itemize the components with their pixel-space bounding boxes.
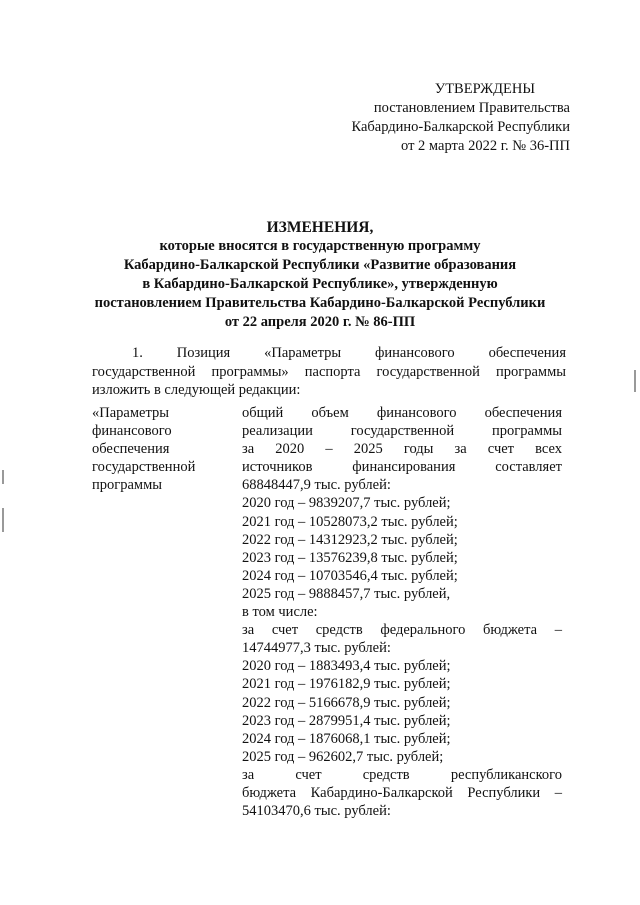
approval-line: Кабардино-Балкарской Республики bbox=[351, 119, 570, 135]
parameter-label-line: программы bbox=[92, 477, 162, 493]
scan-mark-left bbox=[2, 470, 4, 484]
approval-date: от 2 марта 2022 г. № 36-ПП bbox=[401, 138, 570, 154]
title-line: постановлением Правительства Кабардино-Балкарской Республики bbox=[94, 295, 546, 311]
parameter-label bbox=[92, 404, 222, 494]
parameter-label-line: государственной bbox=[92, 459, 196, 475]
federal-year-row: 2022 год – 5166678,9 тыс. рублей; bbox=[242, 694, 451, 711]
including-label: в том числе: bbox=[242, 604, 318, 621]
total-line: за 2020 – 2025 годы за счет всех bbox=[242, 441, 562, 458]
intro-line: государственной программы» паспорта государственной программы bbox=[92, 363, 566, 380]
federal-year-row: 2024 год – 1876068,1 тыс. рублей; bbox=[242, 730, 451, 747]
intro-line: изложить в следующей редакции: bbox=[92, 382, 301, 398]
title-line: от 22 апреля 2020 г. № 86-ПП bbox=[224, 314, 416, 330]
total-year-row: 2024 год – 10703546,4 тыс. рублей; bbox=[242, 567, 458, 584]
total-year-row: 2022 год – 14312923,2 тыс. рублей; bbox=[242, 531, 458, 548]
scan-mark-right bbox=[634, 370, 636, 392]
total-year-row: 2023 год – 13576239,8 тыс. рублей; bbox=[242, 549, 458, 566]
federal-year-row: 2020 год – 1883493,4 тыс. рублей; bbox=[242, 658, 451, 675]
total-line: общий объем финансового обеспечения bbox=[242, 405, 562, 421]
intro-paragraph bbox=[92, 344, 566, 400]
document-title bbox=[50, 218, 590, 332]
federal-year-row: 2023 год – 2879951,4 тыс. рублей; bbox=[242, 712, 451, 729]
federal-line: за счет средств федерального бюджета – bbox=[242, 622, 562, 639]
approval-line: постановлением Правительства bbox=[373, 100, 570, 116]
title-heading: ИЗМЕНЕНИЯ, bbox=[266, 219, 374, 236]
parameter-value bbox=[242, 404, 562, 820]
total-amount: 68848447,9 тыс. рублей: bbox=[242, 477, 391, 494]
republic-line: бюджета Кабардино-Балкарской Республики – bbox=[242, 784, 562, 801]
total-line: источников финансирования составляет bbox=[242, 459, 562, 476]
federal-amount: 14744977,3 тыс. рублей: bbox=[242, 640, 391, 657]
federal-year-row: 2021 год – 1976182,9 тыс. рублей; bbox=[242, 676, 451, 693]
title-line: в Кабардино-Балкарской Республике», утвержденную bbox=[142, 276, 498, 292]
scan-mark-left bbox=[2, 508, 4, 532]
total-year-row: 2021 год – 10528073,2 тыс. рублей; bbox=[242, 513, 458, 530]
total-year-row: 2025 год – 9888457,7 тыс. рублей, bbox=[242, 585, 451, 602]
total-line: реализации государственной программы bbox=[242, 423, 562, 440]
republic-line: за счет средств республиканского bbox=[242, 766, 562, 783]
title-line: которые вносятся в государственную программу bbox=[159, 238, 481, 254]
republic-amount: 54103470,6 тыс. рублей: bbox=[242, 803, 391, 820]
parameter-label-line: обеспечения bbox=[92, 441, 170, 457]
parameter-label-line: финансового bbox=[92, 423, 172, 439]
parameter-label-line: «Параметры bbox=[92, 405, 169, 421]
total-year-row: 2020 год – 9839207,7 тыс. рублей; bbox=[242, 495, 451, 512]
approval-block bbox=[330, 80, 570, 156]
federal-year-row: 2025 год – 962602,7 тыс. рублей; bbox=[242, 748, 444, 765]
approval-heading: УТВЕРЖДЕНЫ bbox=[434, 81, 535, 97]
intro-line: 1. Позиция «Параметры финансового обеспечения bbox=[132, 345, 566, 361]
title-line: Кабардино-Балкарской Республики «Развитие образования bbox=[123, 257, 517, 273]
